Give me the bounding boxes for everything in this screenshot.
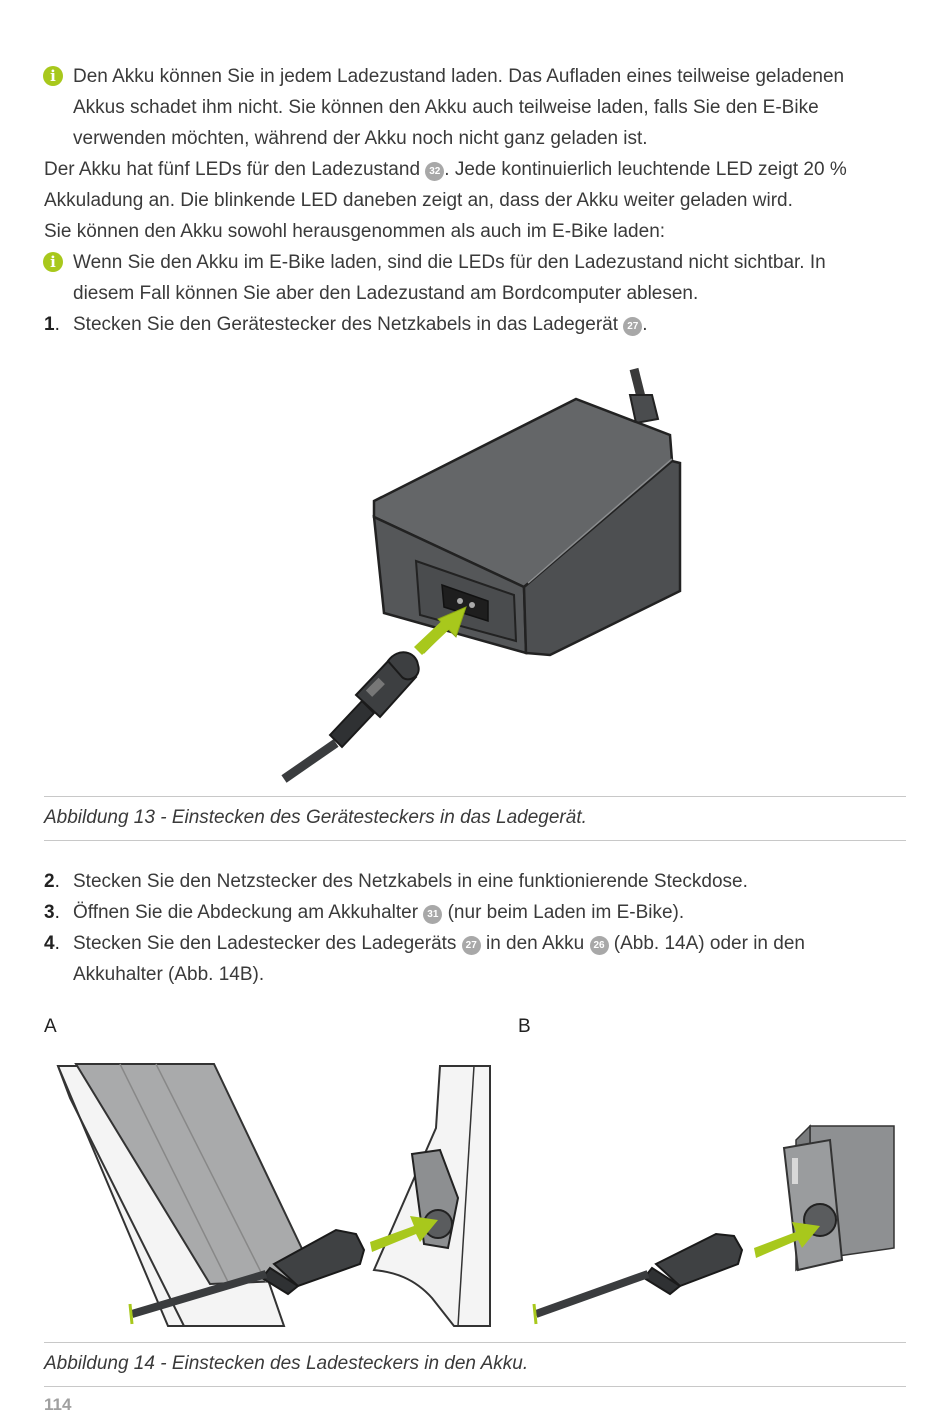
step4-text: Stecken Sie den Ladestecker des Ladegeräts 27 in den Akku 26 (Abb. 14A) oder in den bbox=[73, 933, 805, 954]
step4-line2: Akkuhalter (Abb. 14B). bbox=[73, 964, 265, 985]
divider bbox=[44, 1342, 906, 1343]
step-number: 1. bbox=[44, 314, 60, 335]
figure-14b-label: B bbox=[518, 1016, 531, 1037]
figure-14b-battery-illustration bbox=[520, 1100, 900, 1330]
figure-14-caption: Abbildung 14 - Einstecken des Ladesteckers in den Akku. bbox=[44, 1353, 529, 1374]
para1-line2: Akkuladung an. Die blinkende LED daneben zeigt an, dass der Akku weiter geladen wird. bbox=[44, 190, 793, 211]
figure-13-caption: Abbildung 13 - Einstecken des Gerätesteckers in das Ladegerät. bbox=[44, 807, 587, 828]
divider bbox=[44, 1386, 906, 1387]
step3-text: Öffnen Sie die Abdeckung am Akkuhalter 31 (nur beim Laden im E-Bike). bbox=[73, 902, 685, 923]
info1-line2: Akkus schadet ihm nicht. Sie können den Akku auch teilweise laden, falls Sie den E-Bike bbox=[73, 97, 819, 118]
info2-line2: diesem Fall können Sie aber den Ladezustand am Bordcomputer ablesen. bbox=[73, 283, 699, 304]
info1-line3: verwenden möchten, während der Akku noch nicht ganz geladen ist. bbox=[73, 128, 648, 149]
step-number: 4. bbox=[44, 933, 60, 954]
info-icon: i bbox=[43, 252, 63, 272]
info-icon: i bbox=[43, 66, 63, 86]
step-number: 2. bbox=[44, 871, 60, 892]
divider bbox=[44, 840, 906, 841]
info1-line1: Den Akku können Sie in jedem Ladezustand laden. Das Aufladen eines teilweise geladenen bbox=[73, 66, 845, 87]
divider bbox=[44, 796, 906, 797]
info2-line1: Wenn Sie den Akku im E-Bike laden, sind die LEDs für den Ladezustand nicht sichtbar. In bbox=[73, 252, 826, 273]
ref-badge: 26 bbox=[590, 936, 609, 955]
step1-text: Stecken Sie den Gerätestecker des Netzkabels in das Ladegerät 27 . bbox=[73, 314, 648, 335]
ref-badge: 31 bbox=[423, 905, 442, 924]
figure-13-charger-illustration bbox=[270, 365, 700, 785]
ref-badge: 27 bbox=[462, 936, 481, 955]
page-number: 114 bbox=[44, 1395, 72, 1414]
step-number: 3. bbox=[44, 902, 60, 923]
para1-line3: Sie können den Akku sowohl herausgenommen als auch im E-Bike laden: bbox=[44, 221, 666, 242]
figure-14a-battery-illustration bbox=[44, 1058, 506, 1330]
ref-badge: 27 bbox=[623, 317, 642, 336]
step2-text: Stecken Sie den Netzstecker des Netzkabels in eine funktionierende Steckdose. bbox=[73, 871, 748, 892]
para1-line1: Der Akku hat fünf LEDs für den Ladezustand 32 . Jede kontinuierlich leuchtende LED zeigt 20 % bbox=[44, 159, 847, 180]
ref-badge: 32 bbox=[425, 162, 444, 181]
figure-14a-label: A bbox=[44, 1016, 57, 1037]
